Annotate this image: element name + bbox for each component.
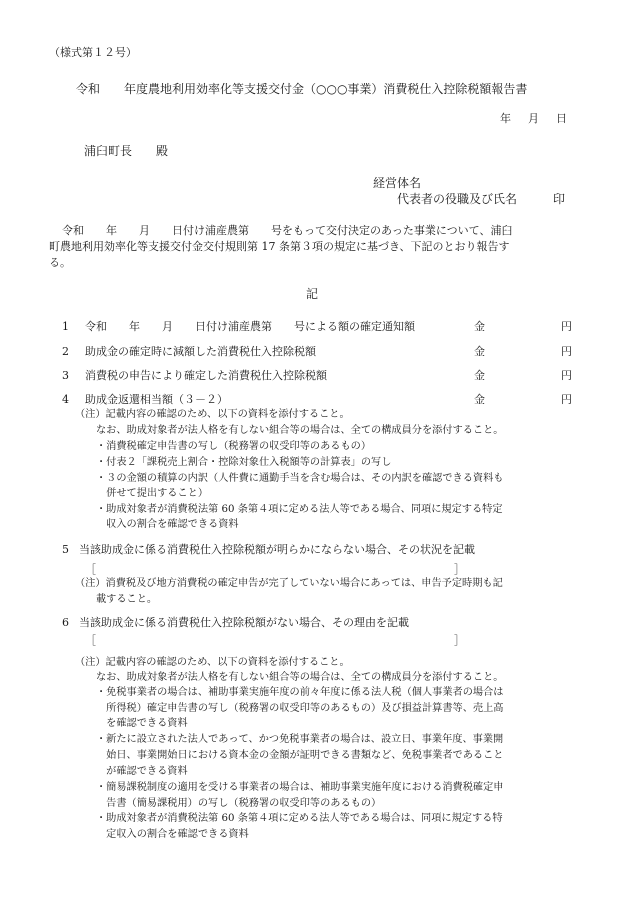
note-line: ・３の金額の積算の内訳（人件費に通勤手当を含む場合は、その内訳を確認できる資料も	[96, 473, 504, 484]
ki-heading: 記	[306, 287, 319, 301]
item-text: 助成金返還相当額（３－２）	[85, 393, 228, 406]
note-line: 定収入の割合を確認できる資料	[96, 829, 249, 840]
item-text: 助成金の確定時に減額した消費税仕入控除税額	[85, 345, 316, 358]
yen-label: 円	[561, 369, 572, 382]
bracket-close: ］	[454, 563, 465, 576]
note-line: 載すること。	[96, 594, 158, 605]
item-number: 3	[62, 369, 69, 382]
note-line: ・助成対象者が消費税法第 60 条第４項に定める法人等である場合、同項に規定する特定	[96, 504, 503, 515]
document-title: 令和 年度農地利用効率化等支援交付金（○○○事業）消費税仕入控除税額報告書	[76, 82, 528, 96]
note-line: ・付表２「課税売上割合・控除対象仕入税額等の計算表」の写し	[96, 457, 392, 468]
note-line: 告書（簡易課税用）の写し（税務署の収受印等のあるもの）	[96, 798, 382, 809]
yen-label: 円	[561, 320, 572, 333]
item6-text: 当該助成金に係る消費税仕入控除税額がない場合、その理由を記載	[79, 616, 409, 629]
bracket-close: ］	[454, 634, 465, 647]
sender-representative-label: 代表者の役職及び氏名	[397, 192, 518, 206]
kin-label: 金	[474, 393, 485, 406]
seal-mark: 印	[553, 192, 566, 206]
body-line-1: 令和 年 月 日付け浦産農第 号をもって交付決定のあった事業について、浦臼	[62, 224, 513, 237]
note-line: 所得税）確定申告書の写し（税務署の収受印等のあるもの）及び損益計算書等、売上高	[96, 703, 504, 714]
addressee: 浦臼町長 殿	[84, 144, 169, 158]
kin-label: 金	[474, 369, 485, 382]
item5-text: 当該助成金に係る消費税仕入控除税額が明らかにならない場合、その状況を記載	[79, 543, 475, 556]
item-number: 1	[62, 320, 69, 333]
item-number: 2	[62, 345, 69, 358]
note-line: が確認できる資料	[96, 766, 188, 777]
note-line: ・助成対象者が消費税法第 60 条第４項に定める法人等である場合は、同項に規定する特	[96, 813, 503, 824]
form-number: （様式第１２号）	[49, 46, 137, 59]
sender-entity-label: 経営体名	[373, 176, 422, 190]
note-line: 収入の割合を確認できる資料	[96, 519, 239, 530]
note-line: ・簡易課税制度の適用を受ける事業者の場合は、補助事業実施年度における消費税確定申	[96, 782, 504, 793]
body-line-3: る。	[49, 256, 71, 269]
item-text: 消費税の申告により確定した消費税仕入控除税額	[85, 369, 327, 382]
note-line: ・免税事業者の場合は、補助事業実施年度の前々年度に係る法人税（個人事業者の場合は	[96, 687, 504, 698]
note-line: なお、助成対象者が法人格を有しない組合等の場合は、全ての構成員分を添付すること。	[96, 672, 504, 683]
kin-label: 金	[474, 320, 485, 333]
note-line: なお、助成対象者が法人格を有しない組合等の場合は、全ての構成員分を添付すること。	[96, 425, 504, 436]
note-line: （注）記載内容の確認のため、以下の資料を添付すること。	[75, 409, 350, 420]
yen-label: 円	[561, 345, 572, 358]
note-line: （注）記載内容の確認のため、以下の資料を添付すること。	[75, 657, 350, 668]
note-line: ・新たに設立された法人であって、かつ免税事業者の場合は、設立日、事業年度、事業開	[96, 734, 504, 745]
report-date: 年 月 日	[500, 112, 570, 125]
bracket-open: ［	[85, 563, 96, 576]
note-line: 併せて提出すること）	[96, 488, 209, 499]
note-line: 始日、事業開始日における資本金の金額が証明できる書類など、免税事業者であること	[96, 750, 504, 761]
bracket-open: ［	[85, 634, 96, 647]
item-number: 5	[62, 543, 69, 556]
kin-label: 金	[474, 345, 485, 358]
note-line: ・消費税確定申告書の写し（税務署の収受印等のあるもの）	[96, 441, 372, 452]
note-line: を確認できる資料	[96, 718, 188, 729]
note-line: （注）消費税及び地方消費税の確定申告が完了していない場合にあっては、申告予定時期も記	[75, 578, 503, 589]
body-line-2: 町農地利用効率化等支援交付金交付規則第 17 条第３項の規定に基づき、下記のとおり報告す	[49, 240, 510, 253]
item-number: 4	[62, 393, 69, 406]
yen-label: 円	[561, 393, 572, 406]
item-number: 6	[62, 616, 69, 629]
item-text: 令和 年 月 日付け浦産農第 号による額の確定通知額	[85, 320, 415, 333]
